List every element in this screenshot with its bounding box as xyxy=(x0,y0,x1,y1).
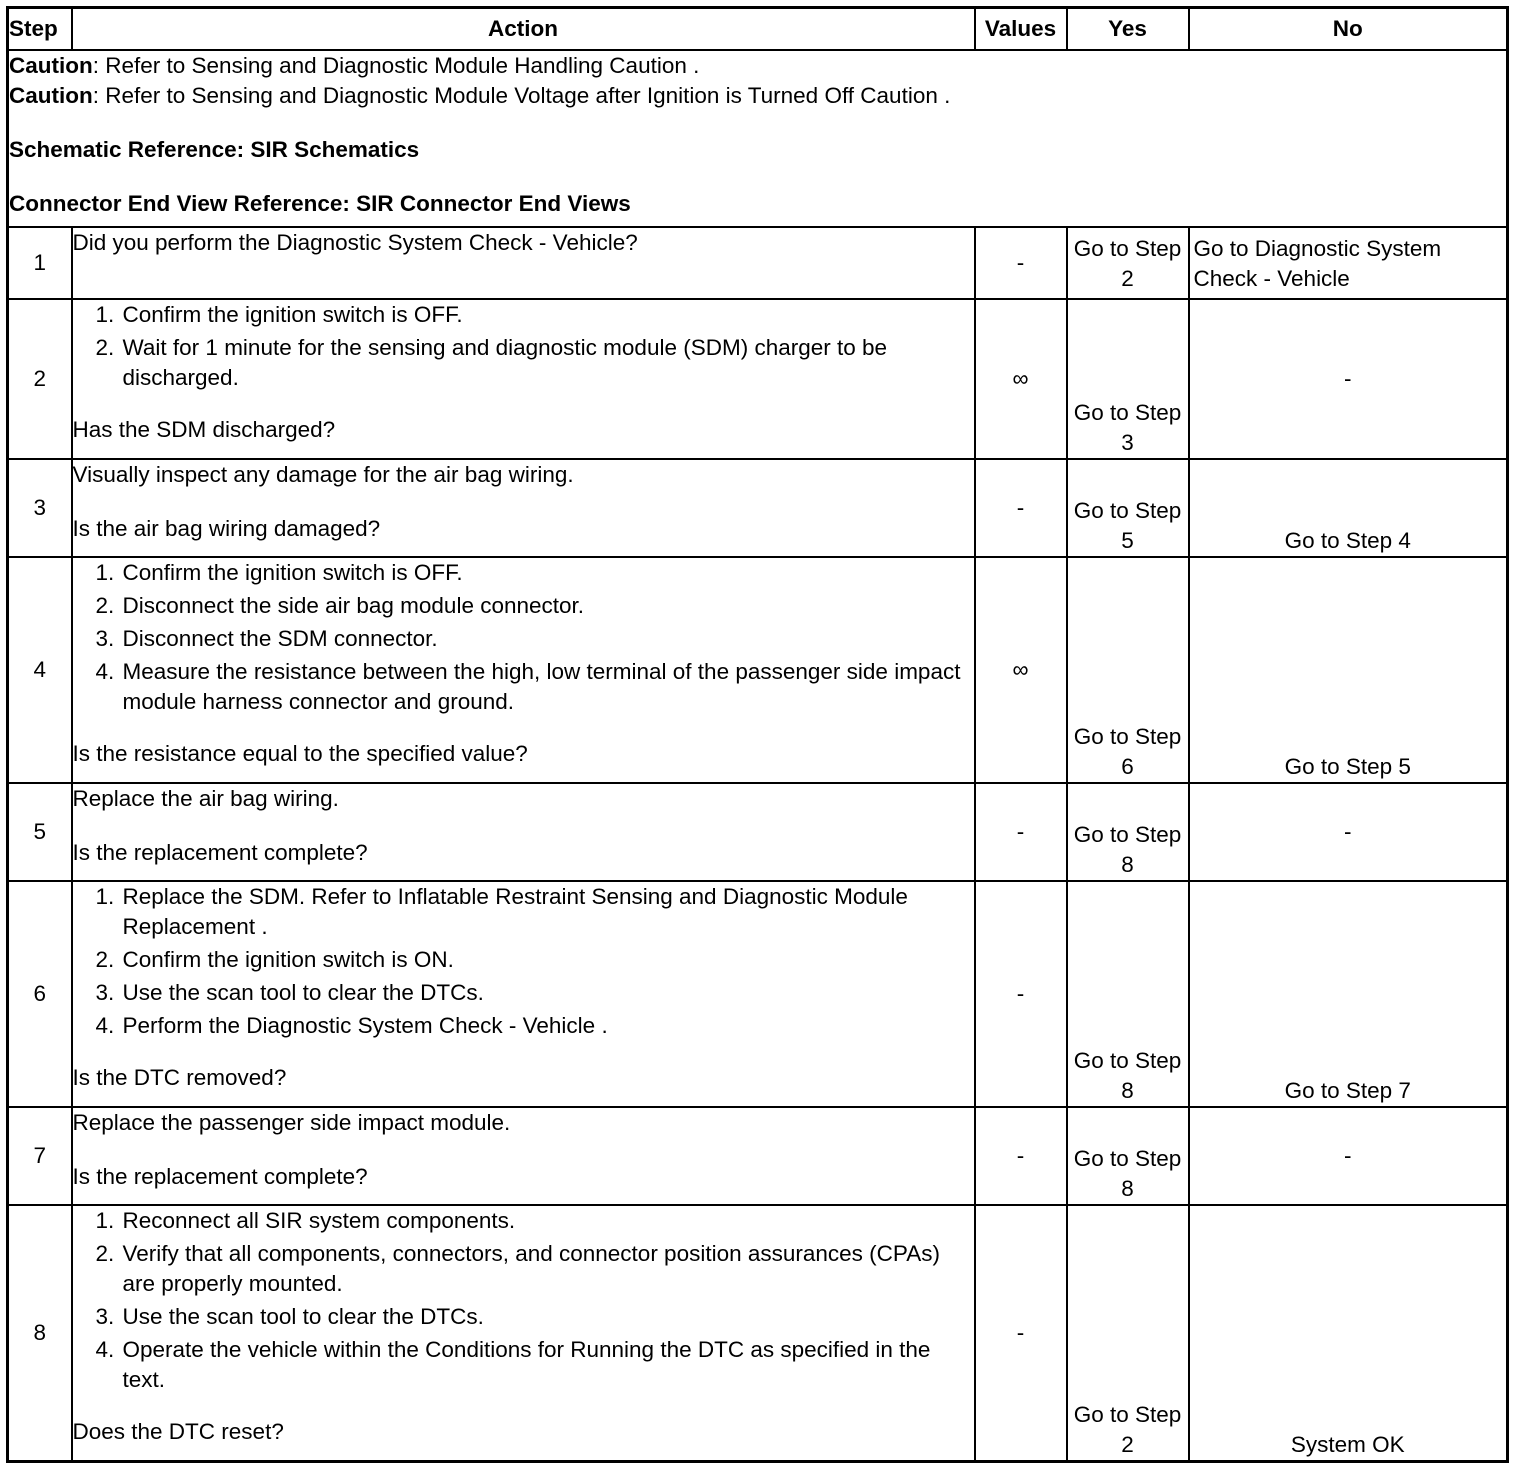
yes-cell: Go to Step 3 xyxy=(1067,299,1189,459)
action-text: Did you perform the Diagnostic System Check - Vehicle? xyxy=(72,230,638,255)
connector-reference: Connector End View Reference: SIR Connector End Views xyxy=(9,191,631,216)
yes-cell: Go to Step 2 xyxy=(1067,227,1189,299)
step-number: 8 xyxy=(8,1205,72,1461)
list-item: 3. Use the scan tool to clear the DTCs. xyxy=(121,1302,974,1332)
action-question: Has the SDM discharged? xyxy=(72,417,336,442)
list-item: 2. Verify that all components, connectors, and connector position assurances (CPAs) are properly mounted. xyxy=(121,1239,974,1299)
value-cell: - xyxy=(975,227,1067,299)
diagnostic-table xyxy=(6,6,1509,1463)
table-row xyxy=(8,459,1508,557)
header-no: No xyxy=(1189,8,1508,51)
caution-label: Caution xyxy=(9,83,93,108)
action-question: Is the resistance equal to the specified value? xyxy=(72,741,528,766)
no-cell: System OK xyxy=(1189,1205,1508,1461)
list-item: 1. Confirm the ignition switch is OFF. xyxy=(121,300,974,330)
value-cell: - xyxy=(975,459,1067,557)
action-cell xyxy=(72,227,975,299)
list-item: 3. Use the scan tool to clear the DTCs. xyxy=(121,978,974,1008)
action-text: Replace the air bag wiring. xyxy=(72,786,339,811)
yes-cell: Go to Step 5 xyxy=(1067,459,1189,557)
caution-line-1 xyxy=(9,51,1506,81)
list-item: 1. Confirm the ignition switch is OFF. xyxy=(121,558,974,588)
value-cell: - xyxy=(975,881,1067,1107)
list-item: 4. Operate the vehicle within the Conditions for Running the DTC as specified in the text. xyxy=(121,1335,974,1395)
schematic-reference: Schematic Reference: SIR Schematics xyxy=(9,137,420,162)
action-cell xyxy=(72,1107,975,1205)
list-item: 1. Reconnect all SIR system components. xyxy=(121,1206,974,1236)
no-cell: - xyxy=(1189,299,1508,459)
action-text: Visually inspect any damage for the air bag wiring. xyxy=(72,462,574,487)
yes-cell: Go to Step 8 xyxy=(1067,783,1189,881)
caution-line-2 xyxy=(9,81,1506,111)
step-number: 1 xyxy=(8,227,72,299)
table-row xyxy=(8,1205,1508,1461)
action-list xyxy=(73,300,974,393)
value-cell: - xyxy=(975,1205,1067,1461)
no-cell: - xyxy=(1189,1107,1508,1205)
table-row xyxy=(8,557,1508,783)
yes-cell: Go to Step 2 xyxy=(1067,1205,1189,1461)
yes-cell: Go to Step 6 xyxy=(1067,557,1189,783)
action-list xyxy=(73,558,974,717)
yes-cell: Go to Step 8 xyxy=(1067,881,1189,1107)
action-list xyxy=(73,882,974,1041)
action-question: Is the replacement complete? xyxy=(72,840,368,865)
action-cell xyxy=(72,783,975,881)
value-cell: ∞ xyxy=(975,299,1067,459)
header-step: Step xyxy=(8,8,72,51)
list-item: 2. Confirm the ignition switch is ON. xyxy=(121,945,974,975)
table-row xyxy=(8,227,1508,299)
table-row xyxy=(8,881,1508,1107)
action-cell xyxy=(72,1205,975,1461)
no-cell: Go to Diagnostic System Check - Vehicle xyxy=(1189,227,1508,299)
value-cell: ∞ xyxy=(975,557,1067,783)
action-question: Does the DTC reset? xyxy=(72,1419,284,1444)
action-question: Is the replacement complete? xyxy=(72,1164,368,1189)
step-number: 7 xyxy=(8,1107,72,1205)
notes-cell xyxy=(8,50,1508,227)
action-cell xyxy=(72,881,975,1107)
list-item: 1. Replace the SDM. Refer to Inflatable Restraint Sensing and Diagnostic Module Replacement . xyxy=(121,882,974,942)
table-row xyxy=(8,299,1508,459)
list-item: 3. Disconnect the SDM connector. xyxy=(121,624,974,654)
step-number: 3 xyxy=(8,459,72,557)
action-cell xyxy=(72,299,975,459)
no-cell: Go to Step 7 xyxy=(1189,881,1508,1107)
no-cell: - xyxy=(1189,783,1508,881)
notes-row xyxy=(8,50,1508,227)
action-question: Is the air bag wiring damaged? xyxy=(72,516,381,541)
list-item: 2. Disconnect the side air bag module connector. xyxy=(121,591,974,621)
list-item: 4. Perform the Diagnostic System Check - Vehicle . xyxy=(121,1011,974,1041)
action-text: Replace the passenger side impact module. xyxy=(72,1110,511,1135)
action-question: Is the DTC removed? xyxy=(72,1065,287,1090)
action-cell xyxy=(72,459,975,557)
list-item: 4. Measure the resistance between the high, low terminal of the passenger side impact module harness connector and ground. xyxy=(121,657,974,717)
caution-text-1: : Refer to Sensing and Diagnostic Module Handling Caution . xyxy=(92,53,700,78)
yes-cell: Go to Step 8 xyxy=(1067,1107,1189,1205)
step-number: 2 xyxy=(8,299,72,459)
value-cell: - xyxy=(975,1107,1067,1205)
step-number: 5 xyxy=(8,783,72,881)
header-action: Action xyxy=(72,8,975,51)
header-row xyxy=(8,8,1508,51)
caution-label: Caution xyxy=(9,53,93,78)
action-list xyxy=(73,1206,974,1395)
header-values: Values xyxy=(975,8,1067,51)
step-number: 4 xyxy=(8,557,72,783)
no-cell: Go to Step 5 xyxy=(1189,557,1508,783)
list-item: 2. Wait for 1 minute for the sensing and diagnostic module (SDM) charger to be discharged. xyxy=(121,333,974,393)
table-row xyxy=(8,783,1508,881)
caution-text-2: : Refer to Sensing and Diagnostic Module Voltage after Ignition is Turned Off Caution . xyxy=(92,83,951,108)
value-cell: - xyxy=(975,783,1067,881)
header-yes: Yes xyxy=(1067,8,1189,51)
table-row xyxy=(8,1107,1508,1205)
action-cell xyxy=(72,557,975,783)
no-cell: Go to Step 4 xyxy=(1189,459,1508,557)
step-number: 6 xyxy=(8,881,72,1107)
